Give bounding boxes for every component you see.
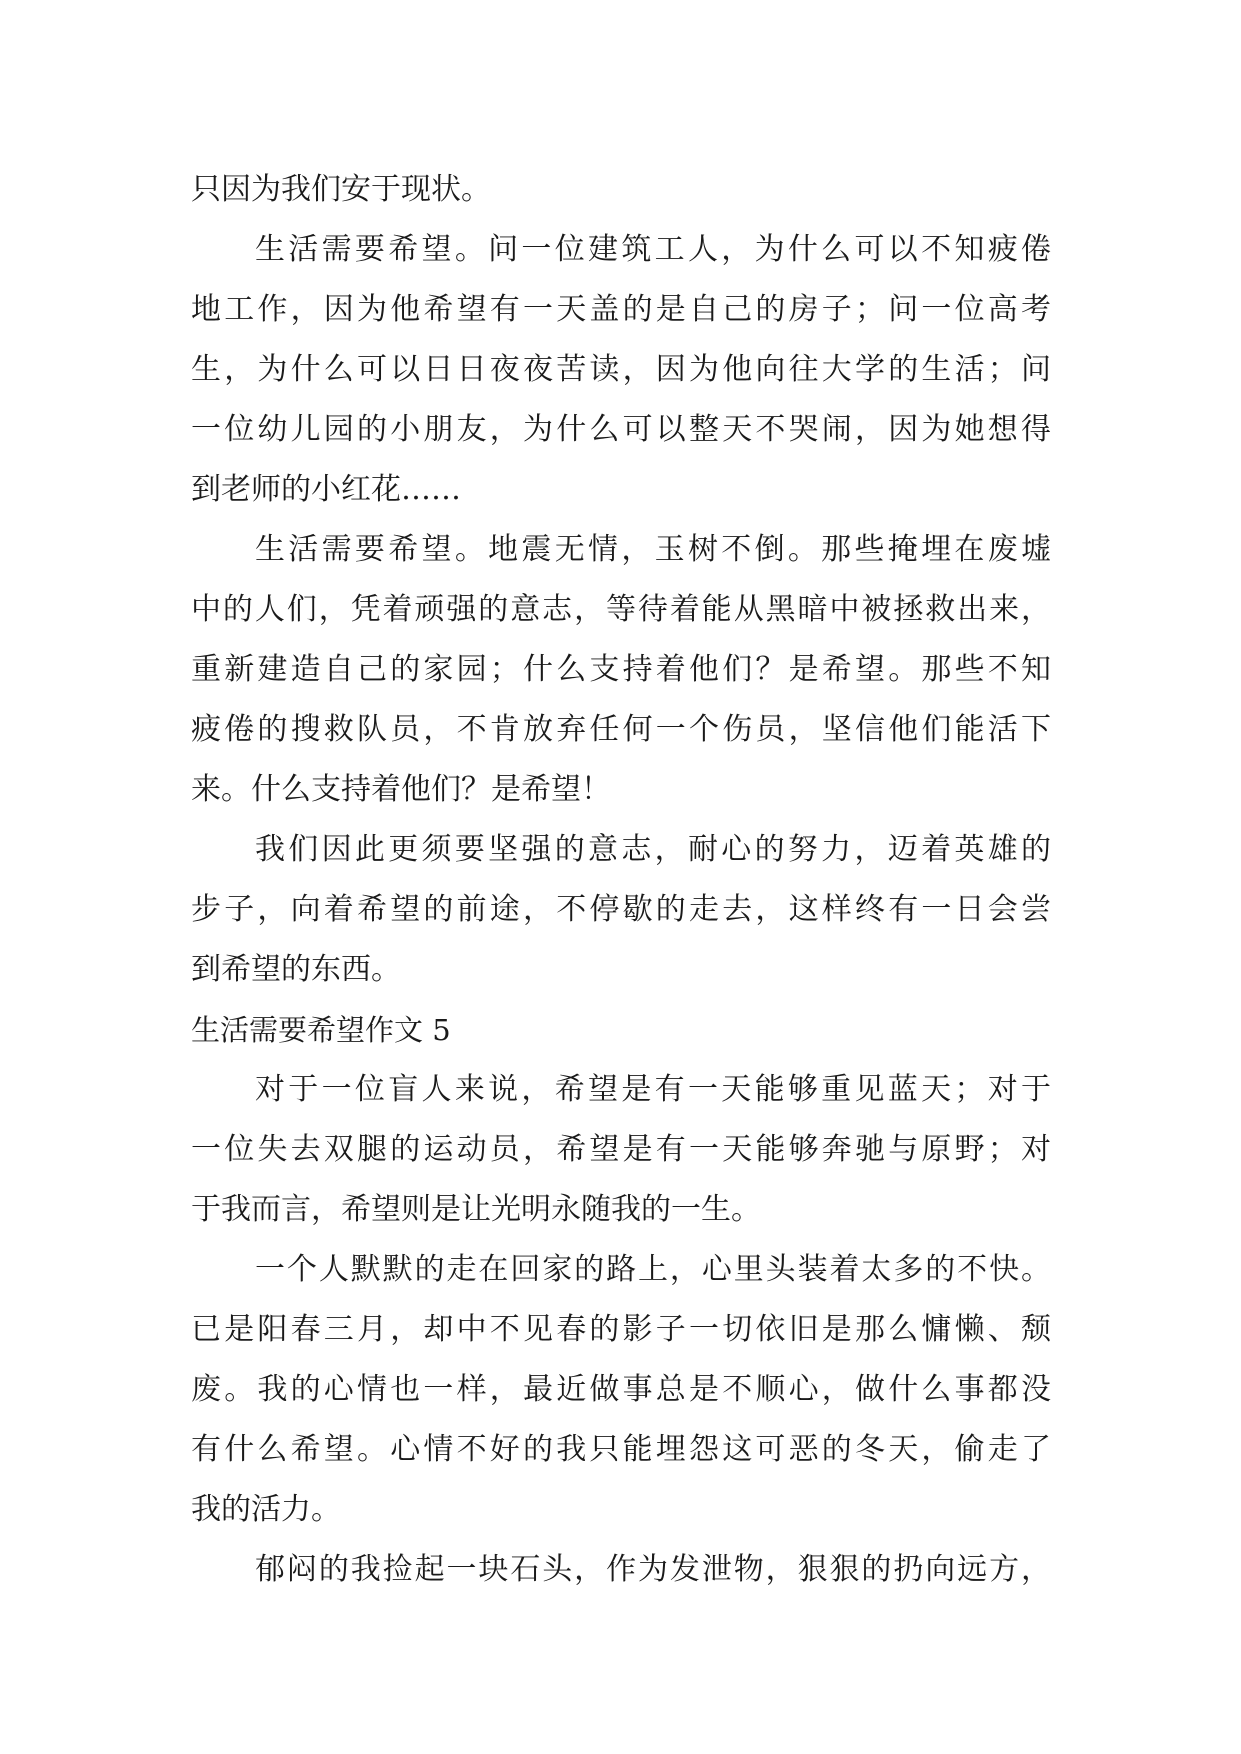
text-line: 生活需要希望。地震无情，玉树不倒。那些掩埋在废墟 [255,532,1051,567]
document-body [191,160,1051,1600]
text-line: 我们因此更须要坚强的意志，耐心的努力，迈着英雄的 [255,832,1051,867]
text-line: 生，为什么可以日日夜夜苦读，因为他向往大学的生活；问 [191,352,1051,387]
text-line: 地工作，因为他希望有一天盖的是自己的房子；问一位高考 [191,292,1051,327]
text-line: 生活需要希望。问一位建筑工人，为什么可以不知疲倦 [255,232,1051,267]
text-line: 郁闷的我捡起一块石头，作为发泄物，狠狠的扔向远方， [255,1552,1051,1587]
text-line: 废。我的心情也一样，最近做事总是不顺心，做什么事都没 [191,1372,1051,1407]
text-line: 疲倦的搜救队员，不肯放弃任何一个伤员，坚信他们能活下 [191,712,1051,747]
text-line: 步子，向着希望的前途，不停歇的走去，这样终有一日会尝 [191,892,1051,927]
text-line: 只因为我们安于现状。 [191,172,491,207]
text-line: 我的活力。 [191,1492,341,1527]
text-line: 到希望的东西。 [191,952,401,987]
text-line: 到老师的小红花…… [191,472,461,507]
text-line: 一位幼儿园的小朋友，为什么可以整天不哭闹，因为她想得 [191,412,1051,447]
text-line: 已是阳春三月，却中不见春的影子一切依旧是那么慵懒、颓 [191,1312,1051,1347]
text-line: 中的人们，凭着顽强的意志，等待着能从黑暗中被拯救出来， [191,592,1051,627]
text-line: 对于一位盲人来说，希望是有一天能够重见蓝天；对于 [255,1072,1051,1107]
text-line: 于我而言，希望则是让光明永随我的一生。 [191,1192,761,1227]
text-line: 有什么希望。心情不好的我只能埋怨这可恶的冬天，偷走了 [191,1432,1051,1467]
text-line: 重新建造自己的家园；什么支持着他们？是希望。那些不知 [191,652,1051,687]
text-line: 一位失去双腿的运动员，希望是有一天能够奔驰与原野；对 [191,1132,1051,1167]
text-line: 来。什么支持着他们？是希望！ [191,772,611,807]
text-line: 一个人默默的走在回家的路上，心里头装着太多的不快。 [255,1252,1051,1287]
section-heading: 生活需要希望作文 5 [191,1013,451,1047]
